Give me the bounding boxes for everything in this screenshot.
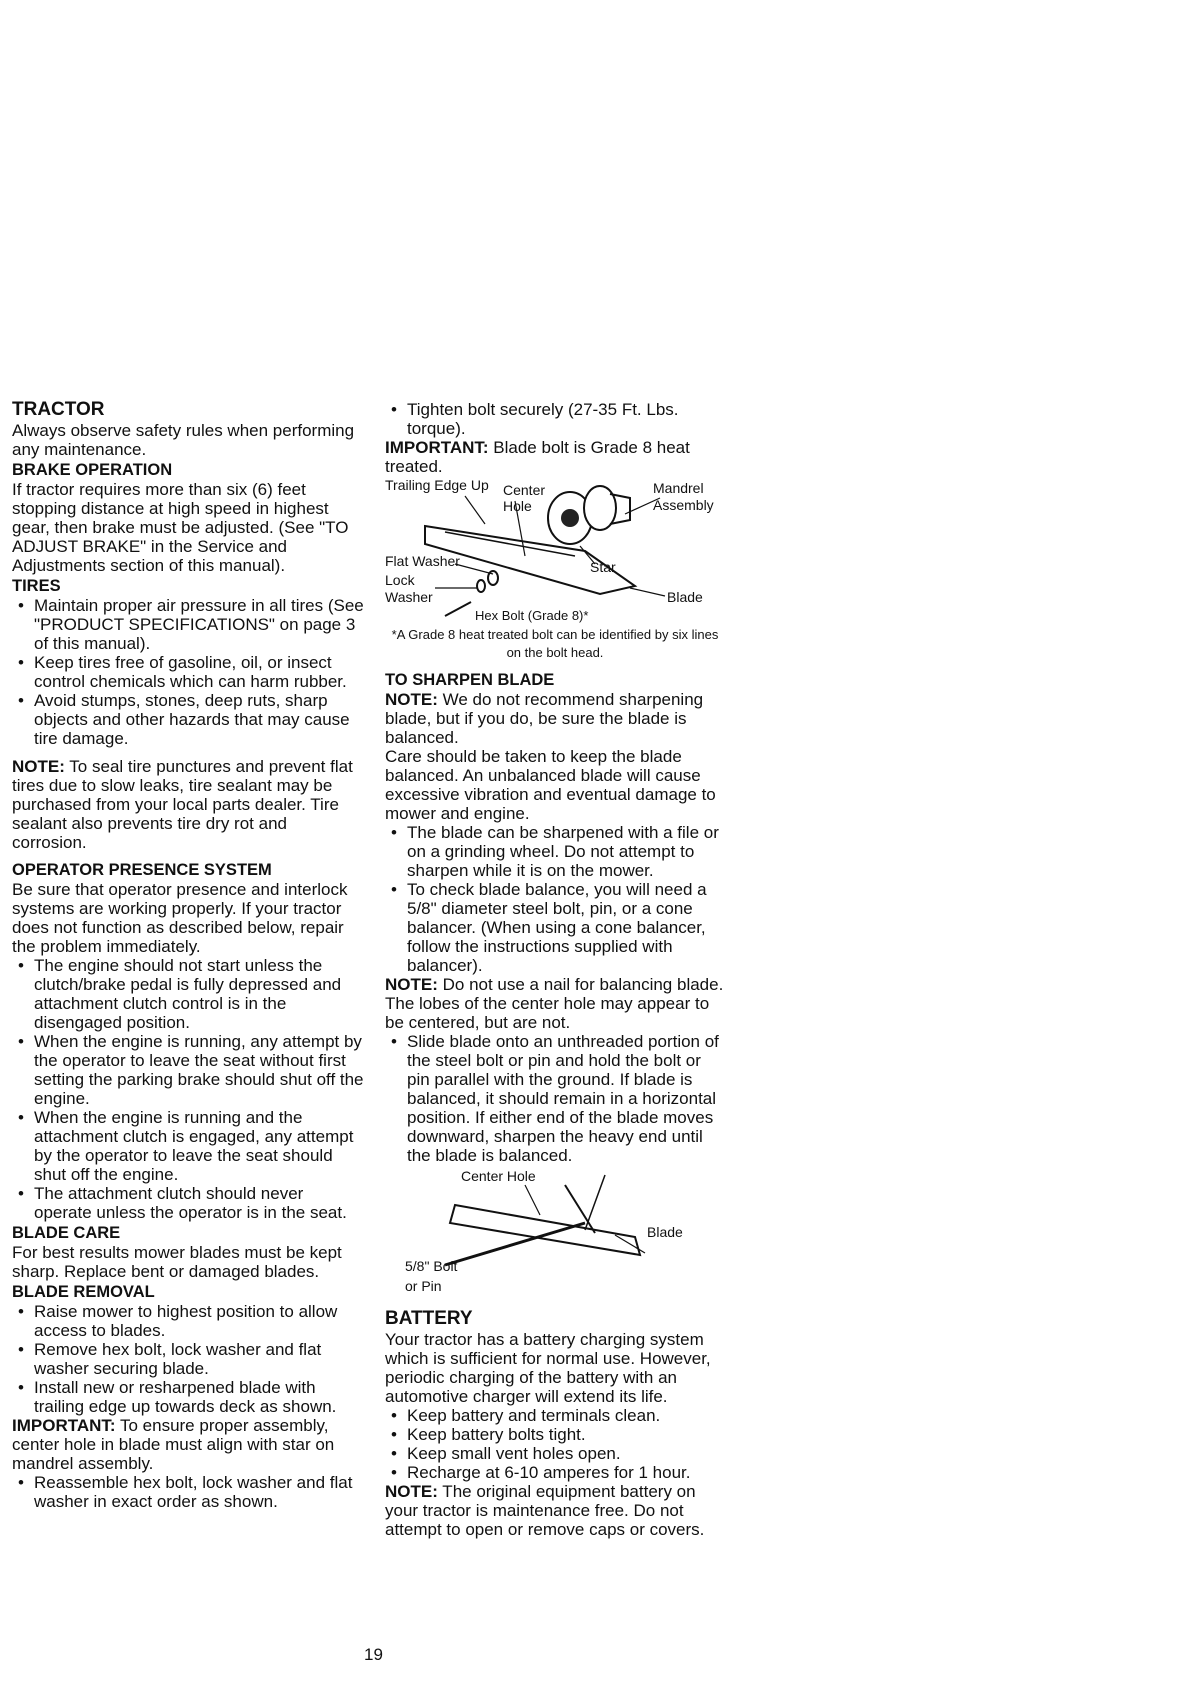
list-item: • The attachment clutch should never operate unless the operator is in the seat. — [12, 1184, 364, 1222]
note-label: NOTE: — [385, 690, 438, 709]
list-item: • The engine should not start unless the clutch/brake pedal is fully depressed and attachment clutch control is in the disengaged position. — [12, 956, 364, 1032]
ops-heading: OPERATOR PRESENCE SYSTEM — [12, 861, 272, 879]
note-label: NOTE: — [385, 975, 438, 994]
list-item: • When the engine is running, any attempt by the operator to leave the seat without first setting the parking brake should shut off the engine. — [12, 1032, 364, 1108]
blade-assembly-figure — [385, 476, 725, 626]
brake-heading: BRAKE OPERATION — [12, 461, 173, 479]
left-column — [12, 400, 364, 1511]
label-trailing-edge: Trailing Edge Up — [385, 477, 489, 493]
label-center-hole: Center Hole — [503, 482, 546, 514]
important-label: IMPORTANT: — [385, 438, 489, 457]
blade-removal-list — [12, 1302, 364, 1416]
list-item: • Tighten bolt securely (27-35 Ft. Lbs. torque). — [385, 400, 725, 438]
battery-heading: BATTERY — [385, 1308, 473, 1329]
battery-note — [385, 1482, 725, 1539]
list-item: • Reassemble hex bolt, lock washer and flat washer in exact order as shown. — [12, 1473, 364, 1511]
blade-removal-heading: BLADE REMOVAL — [12, 1283, 155, 1301]
tighten-list — [385, 400, 725, 438]
label-center-hole-2: Center Hole — [461, 1168, 536, 1184]
list-item: • Keep battery bolts tight. — [385, 1425, 725, 1444]
note-text: We do not recommend sharpening blade, but if you do, be sure the blade is balanced. — [385, 690, 704, 747]
list-item: • Remove hex bolt, lock washer and flat washer securing blade. — [12, 1340, 364, 1378]
list-item: • Keep tires free of gasoline, oil, or insect control chemicals which can harm rubber. — [12, 653, 364, 691]
tractor-intro: Always observe safety rules when performing any maintenance. — [12, 421, 355, 459]
sharpen-heading: TO SHARPEN BLADE — [385, 671, 555, 689]
list-item: • The blade can be sharpened with a file or on a grinding wheel. Do not attempt to sharpen while it is on the mower. — [385, 823, 725, 880]
blade-removal-important — [12, 1416, 364, 1473]
sharpen-list-2 — [385, 1032, 725, 1165]
label-lock-washer: Lock Washer — [385, 572, 433, 605]
label-bolt: 5/8" Bolt — [405, 1258, 458, 1274]
battery-list — [385, 1406, 725, 1482]
sharpen-text: Care should be taken to keep the blade balanced. An unbalanced blade will cause excessive vibration and eventual damage to mower and engine. — [385, 747, 716, 823]
note-text: Do not use a nail for balancing blade. The lobes of the center hole may appear to be centered, but are not. — [385, 975, 724, 1032]
blade-removal-list-2 — [12, 1473, 364, 1511]
ops-list — [12, 956, 364, 1222]
label-mandrel: Mandrel Assembly — [653, 480, 714, 513]
page-number: 19 — [364, 1645, 383, 1664]
lock-washer-shape — [477, 580, 485, 592]
list-item: • Raise mower to highest position to allow access to blades. — [12, 1302, 364, 1340]
list-item: • Avoid stumps, stones, deep ruts, sharp objects and other hazards that may cause tire damage. — [12, 691, 364, 748]
list-item: • Keep battery and terminals clean. — [385, 1406, 725, 1425]
label-star: Star — [590, 559, 616, 575]
list-item: • To check blade balance, you will need a 5/8" diameter steel bolt, pin, or a cone balancer. (When using a cone balancer, follow the instructions supplied with balancer). — [385, 880, 725, 975]
brake-text: If tractor requires more than six (6) feet stopping distance at high speed in highest gear, then brake must be adjusted. (See "TO ADJUST BRAKE" in the Service and Adjustments section of this manual). — [12, 480, 349, 575]
label-or-pin: or Pin — [405, 1278, 442, 1294]
important-label: IMPORTANT: — [12, 1416, 116, 1435]
battery-text: Your tractor has a battery charging system which is sufficient for normal use. However, periodic charging of the battery with an automotive charger will extend its life. — [385, 1330, 711, 1406]
balance-figure — [385, 1165, 725, 1300]
blade-care-heading: BLADE CARE — [12, 1224, 121, 1242]
blade-care-text: For best results mower blades must be kept sharp. Replace bent or damaged blades. — [12, 1243, 342, 1281]
tractor-heading: TRACTOR — [12, 399, 105, 420]
list-item: • When the engine is running and the attachment clutch is engaged, any attempt by the operator to leave the seat should shut off the engine. — [12, 1108, 364, 1184]
ops-text: Be sure that operator presence and interlock systems are working properly. If your tractor does not function as described below, repair the problem immediately. — [12, 880, 348, 956]
figure-caption: *A Grade 8 heat treated bolt can be identified by six lines on the bolt head. — [391, 627, 719, 660]
list-item: • Maintain proper air pressure in all tires (See "PRODUCT SPECIFICATIONS" on page 3 of this manual). — [12, 596, 364, 653]
list-item: • Recharge at 6-10 amperes for 1 hour. — [385, 1463, 725, 1482]
label-flat-washer: Flat Washer — [385, 553, 460, 569]
tires-heading: TIRES — [12, 577, 61, 595]
sharpen-note — [385, 690, 725, 747]
note-text: To seal tire punctures and prevent flat tires due to slow leaks, tire sealant may be purchased from your local parts dealer. Tire sealant also prevents tire dry rot and corrosion. — [12, 757, 353, 852]
label-hex-bolt: Hex Bolt (Grade 8)* — [475, 608, 589, 623]
label-blade: Blade — [667, 589, 703, 605]
list-item: • Install new or resharpened blade with trailing edge up towards deck as shown. — [12, 1378, 364, 1416]
sharpen-note-2 — [385, 975, 725, 1032]
right-column — [385, 400, 725, 1539]
hex-bolt-shape — [445, 602, 471, 616]
balance-blade-shape — [450, 1205, 640, 1255]
list-item: • Keep small vent holes open. — [385, 1444, 725, 1463]
important-text: Blade bolt is Grade 8 heat treated. — [385, 438, 690, 476]
star-hub — [561, 509, 579, 527]
tires-list — [12, 596, 364, 748]
note-text: The original equipment battery on your tractor is maintenance free. Do not attempt to open or remove caps or covers. — [385, 1482, 705, 1539]
important-text: To ensure proper assembly, center hole in blade must align with star on mandrel assembly. — [12, 1416, 335, 1473]
label-blade-2: Blade — [647, 1224, 683, 1240]
tires-note — [12, 757, 364, 852]
sharpen-list — [385, 823, 725, 975]
note-label: NOTE: — [385, 1482, 438, 1501]
note-label: NOTE: — [12, 757, 65, 776]
list-item: • Slide blade onto an unthreaded portion of the steel bolt or pin and hold the bolt or pin parallel with the ground. If blade is balanced, it should remain in a horizontal position. If either end of the blade moves downward, sharpen the heavy end until the blade is balanced. — [385, 1032, 725, 1165]
bolt-important — [385, 438, 725, 476]
